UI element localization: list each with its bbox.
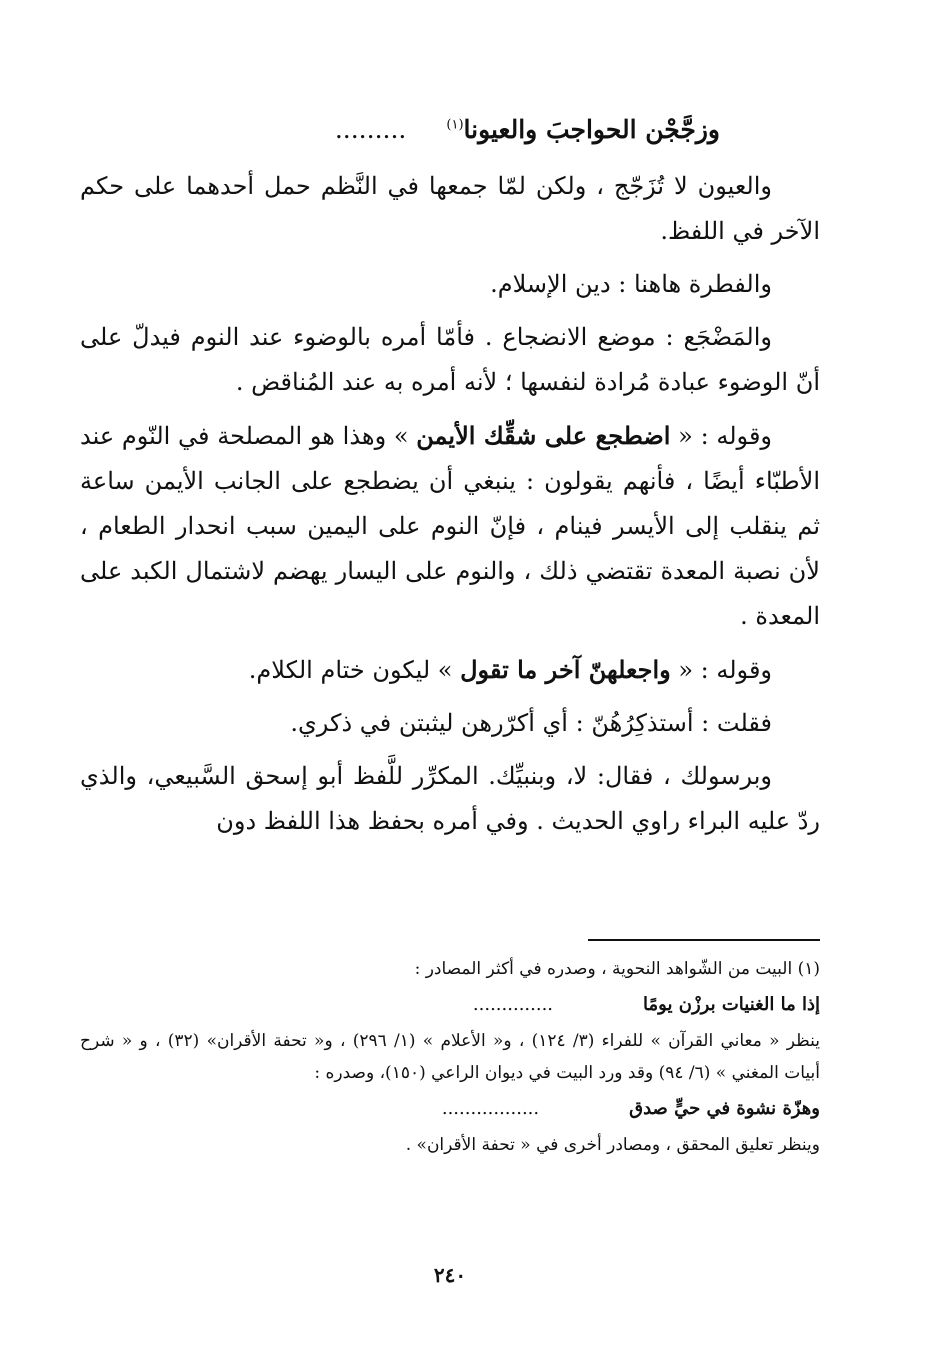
page-number: ٢٤٠ bbox=[433, 1263, 467, 1287]
paragraph-body: » وهذا هو المصلحة في النّوم عند الأطبّاء أيضًا ، فأنهم يقولون : ينبغي أن يضطجع على الجانب الأيمن ساعة ثم ينقلب إلى الأيسر فينام ، فإنّ النوم على اليمين سبب انحدار الطعام ، لأن نصبة المعدة تقتضي ذلك ، والنوم على اليسار يهضم لاشتمال الكبد على المعدة . bbox=[80, 422, 820, 630]
paragraph: والفطرة هاهنا : دين الإسلام. bbox=[490, 270, 772, 298]
footnote bbox=[80, 953, 820, 1165]
verse-line bbox=[335, 115, 720, 144]
verse-text: وزجَّجْن الحواجبَ والعيونا bbox=[463, 115, 720, 144]
hadith-quote: اضطجع على شقِّك الأيمن bbox=[416, 421, 671, 450]
verse-dots: ......... bbox=[334, 115, 407, 144]
footnote-ref[interactable]: (١) bbox=[446, 117, 464, 133]
footnote-separator bbox=[588, 939, 820, 941]
footnote-verse-dots: .............. bbox=[472, 994, 554, 1015]
main-text bbox=[80, 164, 820, 852]
book-page bbox=[80, 100, 820, 1340]
footnote-verse-text: وهزّة نشوة في حيٍّ صدق bbox=[629, 1098, 820, 1119]
paragraph bbox=[80, 413, 820, 639]
footnote-body: ينظر « معاني القرآن » للفراء (٣/ ١٢٤) ، و« الأعلام » (١/ ٢٩٦) ، و« تحفة الأقران» (٣٢) ، و « شرح أبيات المغني » (٦/ ٩٤) وقد ورد البيت في ديوان الراعي (١٥٠)، وصدره : bbox=[80, 1031, 820, 1083]
paragraph: والعيون لا تُزَجّج ، ولكن لمّا جمعها في النَّظم حمل أحدهما على حكم الآخر في اللفظ. bbox=[80, 172, 820, 245]
footnote-verse-text: إذا ما الغنيات برزْن يومًا bbox=[643, 994, 820, 1015]
footnote-verse-dots: ................. bbox=[441, 1098, 540, 1119]
paragraph-lead: وقوله : « bbox=[670, 656, 772, 684]
footnote-intro: (١) البيت من الشّواهد النحوية ، وصدره في أكثر المصادر : bbox=[414, 959, 820, 979]
footnote-verse bbox=[80, 1093, 820, 1125]
paragraph: والمَضْجَع : موضع الانضجاع . فأمّا أمره بالوضوء عند النوم فيدلّ على أنّ الوضوء عبادة مُرادة لنفسها ؛ لأنه أمره به عند المُناقض . bbox=[80, 323, 820, 396]
paragraph-lead: وقوله : « bbox=[670, 422, 773, 450]
paragraph bbox=[80, 647, 820, 693]
footnote-end: وينظر تعليق المحقق ، ومصادر أخرى في « تحفة الأقران» . bbox=[405, 1135, 820, 1155]
paragraph: فقلت : أستذكِرُهُنّ : أي أكرّرهن ليثبتن في ذكري. bbox=[290, 709, 772, 737]
paragraph-body: » ليكون ختام الكلام. bbox=[248, 656, 461, 684]
paragraph: وبرسولك ، فقال: لا، وبنبيِّك. المكرِّر للَّفظ أبو إسحق السَّبيعي، والذي ردّ عليه البراء راوي الحديث . وفي أمره بحفظ هذا اللفظ دون bbox=[80, 762, 820, 835]
hadith-quote: واجعلهنّ آخر ما تقول bbox=[460, 655, 671, 684]
footnote-verse bbox=[80, 989, 820, 1021]
